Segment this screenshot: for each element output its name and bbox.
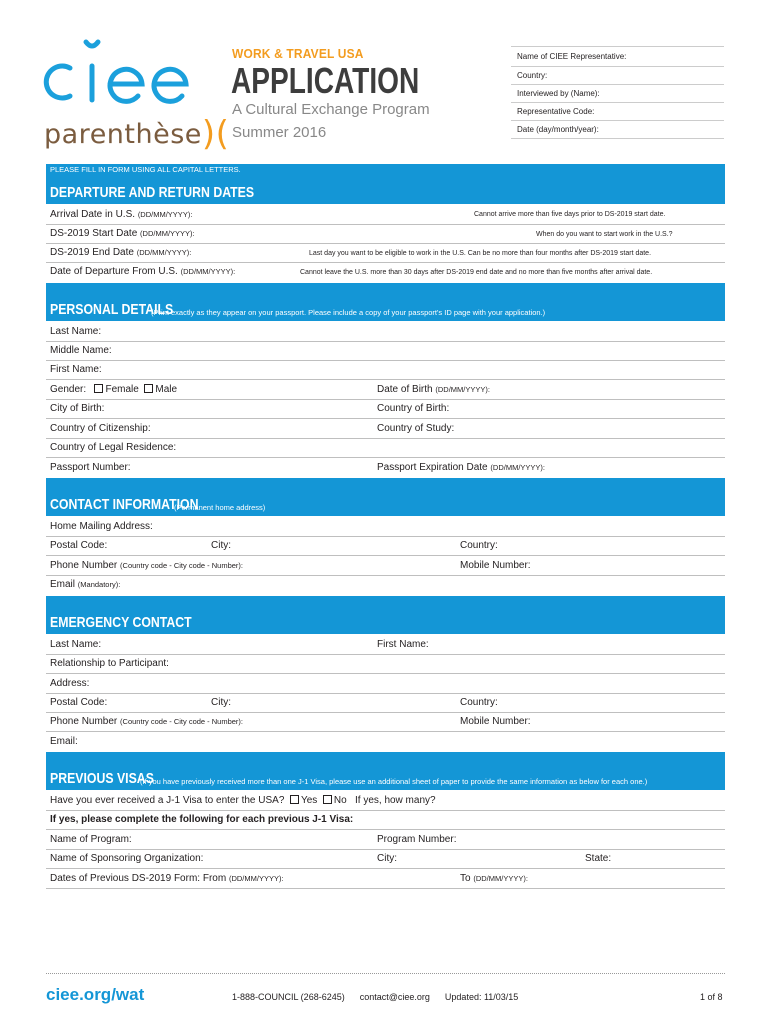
emergency-mobile-field[interactable]: Mobile Number: [460, 716, 531, 727]
visa-instruction: If yes, please complete the following for each previous J-1 Visa: [50, 814, 354, 825]
emergency-header [46, 596, 725, 634]
row-divider [46, 888, 725, 889]
rep-interviewed-field[interactable]: Interviewed by (Name): [517, 89, 600, 98]
rep-divider [511, 120, 724, 121]
rep-divider [511, 46, 724, 47]
program-subtitle: A Cultural Exchange Program [232, 101, 430, 118]
row-divider [46, 418, 725, 419]
country-of-birth-field[interactable]: Country of Birth: [377, 403, 450, 414]
relationship-field[interactable]: Relationship to Participant: [50, 658, 169, 669]
parenthese-logo [44, 112, 229, 152]
rep-date-field[interactable]: Date (day/month/year): [517, 125, 599, 134]
departure-header [46, 176, 725, 204]
visas-header [46, 752, 725, 790]
visas-note: (If you have previously received more than one J-1 Visa, please use an additional sheet of paper to provide the same information as below for each one.) [140, 777, 648, 786]
row-divider [46, 224, 725, 225]
contact-note: (Permanent home address) [174, 503, 266, 512]
ds-start-field[interactable]: DS-2019 Start Date (DD/MM/YYYY): [50, 228, 195, 239]
row-divider [46, 262, 725, 263]
ciee-logo [42, 38, 190, 108]
contact-header [46, 478, 725, 516]
last-name-field[interactable]: Last Name: [50, 326, 102, 337]
first-name-field[interactable]: First Name: [50, 364, 102, 375]
page-title: APPLICATION [231, 60, 420, 101]
citizenship-field[interactable]: Country of Citizenship: [50, 423, 151, 434]
arrival-note: Cannot arrive more than five days prior to DS-2019 start date. [474, 211, 666, 218]
rep-country-field[interactable]: Country: [517, 71, 548, 80]
row-divider [46, 575, 725, 576]
ds2019-from-field[interactable]: Dates of Previous DS-2019 Form: From (DD/MM/YYYY): [50, 873, 284, 884]
program-tag: WORK & TRAVEL USA [232, 46, 364, 61]
parenthese-text: parenthèse [44, 119, 202, 150]
emergency-last-name-field[interactable]: Last Name: [50, 639, 102, 650]
footer-contact [232, 992, 518, 1002]
footer-divider [46, 973, 725, 974]
rep-divider [511, 138, 724, 139]
row-divider [46, 810, 725, 811]
ds2019-to-field[interactable]: To (DD/MM/YYYY): [460, 873, 528, 884]
sponsor-city-field[interactable]: City: [377, 853, 397, 864]
email-field[interactable]: Email (Mandatory): [50, 579, 121, 590]
female-checkbox[interactable] [94, 384, 103, 393]
city-of-birth-field[interactable]: City of Birth: [50, 403, 105, 414]
personal-title: PERSONAL DETAILS [50, 301, 174, 318]
row-divider [46, 654, 725, 655]
emergency-city-field[interactable]: City: [211, 697, 231, 708]
emergency-address-field[interactable]: Address: [50, 678, 90, 689]
emergency-postal-field[interactable]: Postal Code: [50, 697, 108, 708]
arrival-date-field[interactable]: Arrival Date in U.S. (DD/MM/YYYY): [50, 209, 193, 220]
footer-phone: 1-888-COUNCIL (268-6245) [232, 992, 345, 1002]
postal-code-field[interactable]: Postal Code: [50, 540, 108, 551]
phone-field[interactable]: Phone Number (Country code - City code - Number): [50, 560, 244, 571]
program-number-field[interactable]: Program Number: [377, 834, 457, 845]
city-field[interactable]: City: [211, 540, 231, 551]
emergency-phone-field[interactable]: Phone Number (Country code - City code - Number): [50, 716, 244, 727]
rep-divider [511, 102, 724, 103]
page-number: 1 of 8 [700, 992, 723, 1002]
yes-checkbox[interactable] [290, 795, 299, 804]
emergency-email-field[interactable]: Email: [50, 736, 78, 747]
row-divider [46, 438, 725, 439]
passport-number-field[interactable]: Passport Number: [50, 462, 131, 473]
gender-field: Gender: Female Male [50, 384, 178, 395]
passport-expiration-field[interactable]: Passport Expiration Date (DD/MM/YYYY): [377, 462, 545, 473]
contact-title: CONTACT INFORMATION [50, 496, 199, 513]
row-divider [46, 555, 725, 556]
mobile-field[interactable]: Mobile Number: [460, 560, 531, 571]
program-year: Summer 2016 [232, 124, 327, 141]
departure-title: DEPARTURE AND RETURN DATES [50, 184, 255, 201]
legal-residence-field[interactable]: Country of Legal Residence: [50, 442, 177, 453]
rep-code-field[interactable]: Representative Code: [517, 107, 595, 116]
footer-updated: Updated: 11/03/15 [444, 992, 519, 1002]
country-of-study-field[interactable]: Country of Study: [377, 423, 455, 434]
instruction-banner: PLEASE FILL IN FORM USING ALL CAPITAL LETTERS. [46, 164, 725, 176]
row-divider [46, 849, 725, 850]
row-divider [46, 712, 725, 713]
home-address-field[interactable]: Home Mailing Address: [50, 521, 153, 532]
rep-divider [511, 84, 724, 85]
rep-divider [511, 66, 724, 67]
rep-name-field[interactable]: Name of CIEE Representative: [517, 52, 627, 61]
row-divider [46, 829, 725, 830]
ds-start-note: When do you want to start work in the U.S.? [536, 231, 673, 238]
j1-question: Have you ever received a J-1 Visa to enter the USA? Yes No If yes, how many? [50, 795, 436, 806]
personal-header [46, 283, 725, 321]
parenthese-mark: )( [201, 114, 230, 154]
row-divider [46, 693, 725, 694]
departure-note: Cannot leave the U.S. more than 30 days after DS-2019 end date and no more than five months after arrival date. [300, 269, 653, 276]
row-divider [46, 457, 725, 458]
row-divider [46, 360, 725, 361]
row-divider [46, 399, 725, 400]
personal-note: (Print exactly as they appear on your passport. Please include a copy of your passport's ID page with your application.) [151, 308, 546, 317]
middle-name-field[interactable]: Middle Name: [50, 345, 112, 356]
sponsor-state-field[interactable]: State: [585, 853, 612, 864]
how-many-field[interactable]: If yes, how many? [354, 795, 436, 806]
ds-end-field[interactable]: DS-2019 End Date (DD/MM/YYYY): [50, 247, 192, 258]
ds-end-note: Last day you want to be eligible to work in the U.S. Can be no more than four months after DS-2019 start date. [309, 250, 652, 257]
country-field[interactable]: Country: [460, 540, 498, 551]
row-divider [46, 341, 725, 342]
emergency-country-field[interactable]: Country: [460, 697, 498, 708]
row-divider [46, 868, 725, 869]
footer-email-link[interactable]: contact@ciee.org [359, 992, 430, 1002]
departure-date-field[interactable]: Date of Departure From U.S. (DD/MM/YYYY): [50, 266, 236, 277]
row-divider [46, 243, 725, 244]
emergency-title: EMERGENCY CONTACT [50, 614, 192, 631]
visas-title: PREVIOUS VISAS [50, 770, 154, 787]
sponsor-field[interactable]: Name of Sponsoring Organization: [50, 853, 204, 864]
program-name-field[interactable]: Name of Program: [50, 834, 132, 845]
emergency-first-name-field[interactable]: First Name: [377, 639, 429, 650]
no-checkbox[interactable] [323, 795, 332, 804]
footer-url-link[interactable]: ciee.org/wat [46, 985, 145, 1004]
row-divider [46, 731, 725, 732]
row-divider [46, 673, 725, 674]
row-divider [46, 379, 725, 380]
dob-field[interactable]: Date of Birth (DD/MM/YYYY): [377, 384, 490, 395]
row-divider [46, 536, 725, 537]
male-checkbox[interactable] [144, 384, 153, 393]
